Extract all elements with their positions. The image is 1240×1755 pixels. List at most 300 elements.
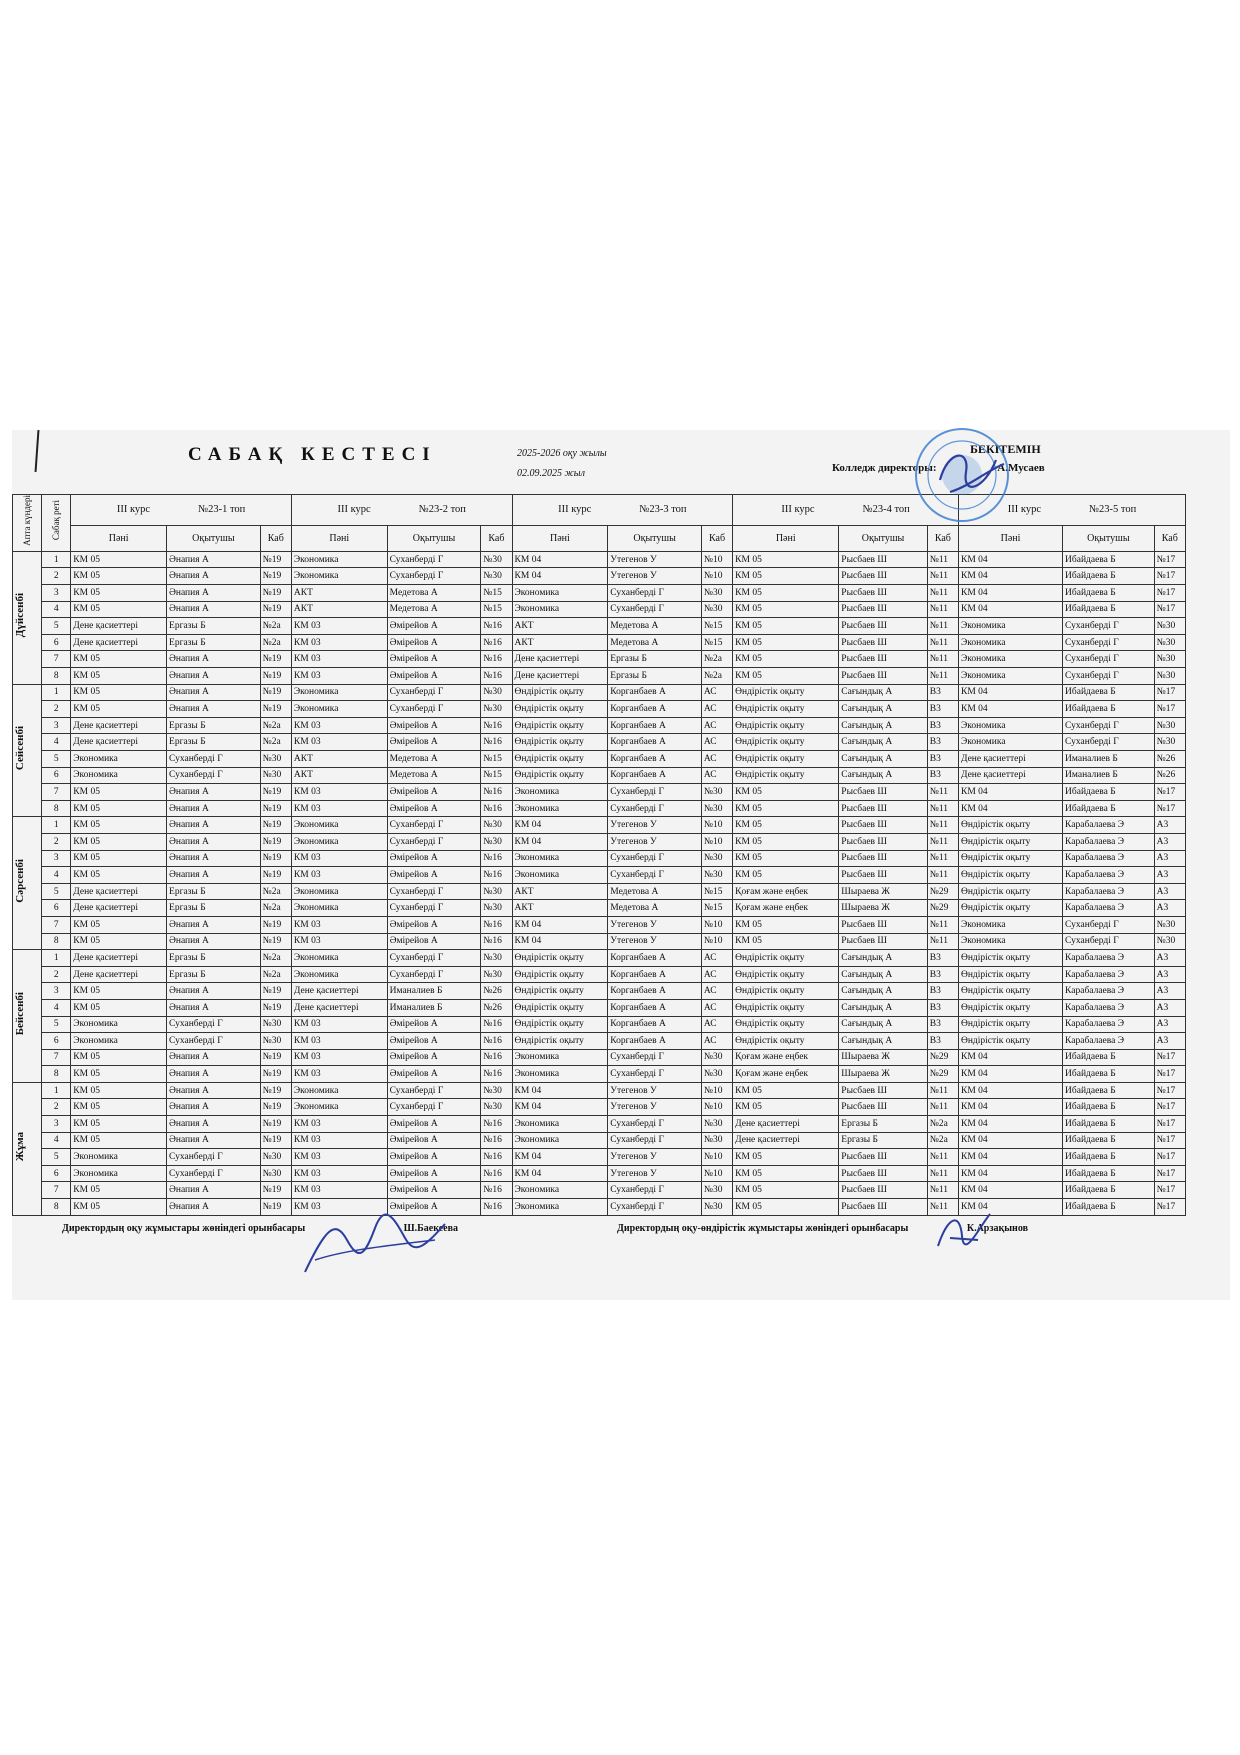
room-cell: А3	[1154, 867, 1185, 884]
subject-cell: КМ 05	[733, 1182, 839, 1199]
room-cell: №16	[481, 1165, 512, 1182]
table-row	[13, 800, 1186, 817]
teacher-cell: Әмірейов А	[387, 800, 481, 817]
room-cell: АС	[701, 950, 732, 967]
subject-cell: Экономика	[71, 1016, 167, 1033]
room-cell: №11	[927, 1165, 958, 1182]
room-cell: В3	[927, 983, 958, 1000]
room-cell: №30	[1154, 651, 1185, 668]
subject-cell: Өндірістік оқыту	[512, 734, 608, 751]
subject-cell: КМ 05	[71, 867, 167, 884]
subject-cell: КМ 05	[71, 1199, 167, 1216]
room-cell: №19	[260, 1066, 291, 1083]
teacher-cell: Ибайдаева Б	[1063, 1149, 1155, 1166]
room-cell: АС	[701, 767, 732, 784]
teacher-cell: Әнапия А	[167, 833, 261, 850]
teacher-cell: Рысбаев Ш	[839, 618, 927, 635]
room-cell: №16	[481, 1066, 512, 1083]
subject-cell: Экономика	[291, 701, 387, 718]
subject-cell: КМ 04	[512, 916, 608, 933]
room-cell: А3	[1154, 1016, 1185, 1033]
teacher-cell: Медетова А	[387, 585, 481, 602]
subject-cell: Өндірістік оқыту	[958, 850, 1062, 867]
subject-cell: Экономика	[512, 1199, 608, 1216]
subject-cell: Экономика	[291, 684, 387, 701]
subject-cell: КМ 04	[958, 568, 1062, 585]
room-cell: №30	[1154, 668, 1185, 685]
subject-cell: Өндірістік оқыту	[512, 966, 608, 983]
table-row	[13, 651, 1186, 668]
teacher-cell: Корганбаев А	[608, 1016, 702, 1033]
room-cell: №2а	[260, 717, 291, 734]
subject-cell: АКТ	[291, 601, 387, 618]
subject-cell: КМ 04	[958, 601, 1062, 618]
teacher-cell: Суханберді Г	[1063, 916, 1155, 933]
subject-cell: АКТ	[512, 883, 608, 900]
subject-cell: Дене қасиеттері	[733, 1132, 839, 1149]
room-cell: В3	[927, 684, 958, 701]
subject-cell: КМ 03	[291, 1116, 387, 1133]
teacher-cell: Ибайдаева Б	[1063, 1082, 1155, 1099]
subject-column-header: Пәні	[291, 526, 387, 552]
subject-cell: Дене қасиеттері	[71, 734, 167, 751]
table-row	[13, 1199, 1186, 1216]
room-cell: №15	[701, 900, 732, 917]
teacher-cell: Әнапия А	[167, 983, 261, 1000]
teacher-cell: Иманалиев Б	[1063, 767, 1155, 784]
teacher-cell: Рысбаев Ш	[839, 1182, 927, 1199]
table-row	[13, 1049, 1186, 1066]
lesson-number: 1	[42, 551, 71, 568]
teacher-cell: Рысбаев Ш	[839, 1149, 927, 1166]
room-cell: №30	[481, 900, 512, 917]
subject-cell: КМ 05	[71, 1132, 167, 1149]
room-cell: В3	[927, 717, 958, 734]
room-cell: №30	[481, 966, 512, 983]
weekday-label: Сәрсенбі	[14, 858, 26, 903]
subject-cell: Дене қасиеттері	[71, 618, 167, 635]
subject-cell: КМ 05	[733, 784, 839, 801]
room-cell: №17	[1154, 1149, 1185, 1166]
subject-cell: Өндірістік оқыту	[958, 833, 1062, 850]
teacher-cell: Сағындық А	[839, 684, 927, 701]
lesson-number: 7	[42, 651, 71, 668]
subject-cell: Өндірістік оқыту	[958, 867, 1062, 884]
subject-column-header: Пәні	[733, 526, 839, 552]
teacher-cell: Медетова А	[608, 883, 702, 900]
room-cell: №2а	[927, 1116, 958, 1133]
teacher-cell: Әнапия А	[167, 668, 261, 685]
table-row	[13, 784, 1186, 801]
group-label: №23-5 топ	[1089, 504, 1137, 516]
teacher-cell: Ибайдаева Б	[1063, 568, 1155, 585]
subject-cell: Өндірістік оқыту	[733, 684, 839, 701]
schedule-body	[13, 551, 1186, 1215]
room-cell: №19	[260, 668, 291, 685]
lesson-number: 3	[42, 850, 71, 867]
teacher-cell: Әнапия А	[167, 999, 261, 1016]
subject-cell: Экономика	[291, 551, 387, 568]
room-cell: А3	[1154, 999, 1185, 1016]
room-cell: №19	[260, 1199, 291, 1216]
teacher-column-header: Оқытушы	[608, 526, 702, 552]
subject-cell: Өндірістік оқыту	[733, 1016, 839, 1033]
subject-cell: КМ 05	[71, 999, 167, 1016]
subject-cell: Экономика	[958, 634, 1062, 651]
room-cell: №16	[481, 618, 512, 635]
lesson-number: 2	[42, 833, 71, 850]
teacher-cell: Рысбаев Ш	[839, 784, 927, 801]
teacher-cell: Шыраева Ж	[839, 1049, 927, 1066]
teacher-cell: Суханберді Г	[387, 817, 481, 834]
room-cell: №16	[481, 1132, 512, 1149]
teacher-cell: Корганбаев А	[608, 751, 702, 768]
teacher-cell: Ергазы Б	[839, 1132, 927, 1149]
teacher-cell: Карабалаева Э	[1063, 883, 1155, 900]
teacher-cell: Корганбаев А	[608, 684, 702, 701]
table-row	[13, 916, 1186, 933]
teacher-cell: Рысбаев Ш	[839, 1082, 927, 1099]
teacher-cell: Ергазы Б	[839, 1116, 927, 1133]
room-cell: №30	[701, 1199, 732, 1216]
room-cell: №29	[927, 1066, 958, 1083]
teacher-cell: Рысбаев Ш	[839, 850, 927, 867]
subject-cell: Экономика	[512, 601, 608, 618]
subject-cell: КМ 04	[958, 1182, 1062, 1199]
lesson-number: 8	[42, 933, 71, 950]
room-cell: №11	[927, 668, 958, 685]
teacher-cell: Корганбаев А	[608, 734, 702, 751]
teacher-cell: Сағындық А	[839, 966, 927, 983]
room-cell: №10	[701, 1149, 732, 1166]
room-cell: №17	[1154, 1165, 1185, 1182]
teacher-cell: Әмірейов А	[387, 668, 481, 685]
room-cell: №15	[701, 883, 732, 900]
room-cell: А3	[1154, 950, 1185, 967]
subject-cell: КМ 05	[71, 1049, 167, 1066]
room-cell: №30	[481, 568, 512, 585]
teacher-cell: Корганбаев А	[608, 701, 702, 718]
teacher-cell: Ергазы Б	[167, 883, 261, 900]
room-cell: №30	[260, 1016, 291, 1033]
room-cell: №17	[1154, 1199, 1185, 1216]
teacher-cell: Әнапия А	[167, 585, 261, 602]
teacher-cell: Рысбаев Ш	[839, 551, 927, 568]
director-label: Колледж директоры:	[832, 462, 937, 474]
subject-cell: КМ 05	[733, 601, 839, 618]
subject-cell: КМ 03	[291, 717, 387, 734]
room-cell: №2а	[260, 950, 291, 967]
room-cell: №16	[481, 1049, 512, 1066]
lesson-number: 3	[42, 983, 71, 1000]
teacher-cell: Ергазы Б	[167, 966, 261, 983]
subject-cell: Өндірістік оқыту	[958, 817, 1062, 834]
subject-cell: КМ 04	[512, 1082, 608, 1099]
room-cell: №11	[927, 1082, 958, 1099]
subject-cell: Өндірістік оқыту	[733, 717, 839, 734]
room-cell: №17	[1154, 1099, 1185, 1116]
room-cell: №30	[701, 1132, 732, 1149]
teacher-cell: Ибайдаева Б	[1063, 701, 1155, 718]
teacher-cell: Ибайдаева Б	[1063, 684, 1155, 701]
teacher-cell: Карабалаева Э	[1063, 900, 1155, 917]
room-cell: №15	[481, 585, 512, 602]
room-cell: №19	[260, 800, 291, 817]
teacher-cell: Суханберді Г	[1063, 618, 1155, 635]
subject-cell: Өндірістік оқыту	[733, 751, 839, 768]
teacher-cell: Рысбаев Ш	[839, 1099, 927, 1116]
room-cell: №16	[481, 1199, 512, 1216]
teacher-cell: Рысбаев Ш	[839, 634, 927, 651]
room-column-header: Каб	[481, 526, 512, 552]
table-row	[13, 568, 1186, 585]
room-cell: №19	[260, 983, 291, 1000]
subject-cell: КМ 05	[71, 800, 167, 817]
teacher-cell: Әнапия А	[167, 1199, 261, 1216]
teacher-cell: Әмірейов А	[387, 1199, 481, 1216]
room-cell: №11	[927, 1182, 958, 1199]
weekday-label: Жұма	[14, 1131, 26, 1161]
schedule-table	[12, 494, 1186, 1216]
room-cell: №10	[701, 817, 732, 834]
teacher-cell: Рысбаев Ш	[839, 867, 927, 884]
room-cell: №30	[701, 1182, 732, 1199]
subject-cell: Дене қасиеттері	[291, 983, 387, 1000]
subject-cell: Экономика	[71, 751, 167, 768]
course-label: III курс	[781, 504, 815, 516]
room-cell: №2а	[701, 651, 732, 668]
subject-cell: Экономика	[512, 1066, 608, 1083]
teacher-cell: Ибайдаева Б	[1063, 1199, 1155, 1216]
room-cell: №30	[701, 585, 732, 602]
teacher-cell: Әнапия А	[167, 1082, 261, 1099]
teacher-cell: Суханберді Г	[608, 1132, 702, 1149]
teacher-cell: Әнапия А	[167, 1049, 261, 1066]
lesson-number: 7	[42, 784, 71, 801]
subject-cell: Өндірістік оқыту	[512, 1016, 608, 1033]
teacher-cell: Утегенов У	[608, 1149, 702, 1166]
room-cell: В3	[927, 966, 958, 983]
room-cell: №19	[260, 551, 291, 568]
subject-cell: КМ 04	[512, 833, 608, 850]
room-cell: №10	[701, 1082, 732, 1099]
subject-cell: КМ 04	[958, 1165, 1062, 1182]
teacher-cell: Утегенов У	[608, 568, 702, 585]
room-cell: №19	[260, 784, 291, 801]
table-row	[13, 867, 1186, 884]
subject-cell: КМ 04	[958, 1116, 1062, 1133]
room-cell: В3	[927, 1016, 958, 1033]
subject-cell: КМ 05	[71, 551, 167, 568]
room-cell: №10	[701, 551, 732, 568]
lesson-number: 4	[42, 734, 71, 751]
room-cell: №16	[481, 916, 512, 933]
subject-cell: КМ 05	[733, 668, 839, 685]
teacher-cell: Рысбаев Ш	[839, 833, 927, 850]
subject-cell: КМ 03	[291, 933, 387, 950]
lesson-number: 5	[42, 751, 71, 768]
table-row	[13, 1149, 1186, 1166]
lesson-number: 5	[42, 618, 71, 635]
room-cell: №19	[260, 601, 291, 618]
room-cell: №10	[701, 933, 732, 950]
teacher-cell: Әмірейов А	[387, 784, 481, 801]
subject-cell: Өндірістік оқыту	[958, 883, 1062, 900]
room-cell: АС	[701, 684, 732, 701]
teacher-cell: Рысбаев Ш	[839, 1165, 927, 1182]
room-cell: №30	[481, 817, 512, 834]
subject-cell: Экономика	[958, 651, 1062, 668]
room-cell: №11	[927, 551, 958, 568]
teacher-cell: Суханберді Г	[608, 867, 702, 884]
teacher-cell: Медетова А	[608, 900, 702, 917]
room-cell: №15	[701, 618, 732, 635]
room-cell: №17	[1154, 784, 1185, 801]
teacher-cell: Әмірейов А	[387, 1149, 481, 1166]
subject-cell: КМ 05	[71, 701, 167, 718]
room-cell: №11	[927, 1099, 958, 1116]
teacher-cell: Әмірейов А	[387, 618, 481, 635]
room-column-header: Каб	[260, 526, 291, 552]
subject-column-header: Пәні	[71, 526, 167, 552]
teacher-cell: Суханберді Г	[387, 883, 481, 900]
subject-cell: КМ 05	[71, 784, 167, 801]
room-cell: №10	[701, 1099, 732, 1116]
room-cell: №19	[260, 684, 291, 701]
subject-cell: КМ 03	[291, 800, 387, 817]
lesson-number: 7	[42, 1049, 71, 1066]
teacher-cell: Ибайдаева Б	[1063, 1132, 1155, 1149]
room-cell: №26	[1154, 767, 1185, 784]
teacher-cell: Сағындық А	[839, 999, 927, 1016]
academic-year: 2025-2026 оқу жылы	[517, 448, 607, 459]
room-cell: №19	[260, 817, 291, 834]
subject-cell: КМ 03	[291, 1149, 387, 1166]
subject-cell: КМ 03	[291, 867, 387, 884]
room-cell: №30	[481, 551, 512, 568]
teacher-cell: Рысбаев Ш	[839, 601, 927, 618]
teacher-cell: Суханберді Г	[608, 1049, 702, 1066]
subject-cell: Дене қасиеттері	[512, 668, 608, 685]
subject-cell: КМ 04	[958, 585, 1062, 602]
teacher-cell: Корганбаев А	[608, 717, 702, 734]
teacher-cell: Әнапия А	[167, 1182, 261, 1199]
teacher-cell: Әнапия А	[167, 1116, 261, 1133]
subject-cell: КМ 04	[958, 701, 1062, 718]
teacher-cell: Ергазы Б	[167, 634, 261, 651]
room-cell: №17	[1154, 585, 1185, 602]
teacher-cell: Әмірейов А	[387, 1066, 481, 1083]
room-cell: АС	[701, 717, 732, 734]
teacher-cell: Карабалаева Э	[1063, 1016, 1155, 1033]
subject-cell: КМ 05	[733, 651, 839, 668]
room-cell: АС	[701, 701, 732, 718]
weekday-cell	[13, 684, 42, 817]
lesson-number: 5	[42, 1016, 71, 1033]
teacher-cell: Ергазы Б	[167, 734, 261, 751]
subject-cell: Экономика	[291, 950, 387, 967]
teacher-cell: Ергазы Б	[608, 651, 702, 668]
teacher-cell: Медетова А	[387, 601, 481, 618]
subject-cell: Өндірістік оқыту	[512, 767, 608, 784]
subject-cell: Экономика	[291, 817, 387, 834]
teacher-cell: Ибайдаева Б	[1063, 1099, 1155, 1116]
subject-cell: Өндірістік оқыту	[733, 999, 839, 1016]
room-column-header: Каб	[701, 526, 732, 552]
table-row	[13, 634, 1186, 651]
room-cell: В3	[927, 734, 958, 751]
teacher-cell: Суханберді Г	[167, 767, 261, 784]
room-cell: №16	[481, 651, 512, 668]
subject-cell: Экономика	[512, 1182, 608, 1199]
room-cell: А3	[1154, 983, 1185, 1000]
weekday-label: Дүйсенбі	[14, 593, 26, 638]
subject-cell: КМ 03	[291, 651, 387, 668]
teacher-cell: Ергазы Б	[167, 717, 261, 734]
subject-cell: Өндірістік оқыту	[512, 701, 608, 718]
footer-left-name: Ш.Баекеева	[403, 1223, 458, 1234]
table-row	[13, 601, 1186, 618]
day-column-header: Апта күндері	[13, 495, 42, 552]
teacher-cell: Корганбаев А	[608, 966, 702, 983]
teacher-cell: Медетова А	[387, 767, 481, 784]
room-cell: №19	[260, 1132, 291, 1149]
teacher-cell: Рысбаев Ш	[839, 585, 927, 602]
teacher-cell: Әмірейов А	[387, 1182, 481, 1199]
room-cell: АС	[701, 983, 732, 1000]
table-row	[13, 1033, 1186, 1050]
teacher-cell: Рысбаев Ш	[839, 916, 927, 933]
teacher-cell: Суханберді Г	[608, 784, 702, 801]
subject-cell: Экономика	[71, 767, 167, 784]
table-row	[13, 1099, 1186, 1116]
subject-cell: КМ 03	[291, 668, 387, 685]
subject-cell: Өндірістік оқыту	[512, 717, 608, 734]
director-name: А.Мусаев	[997, 462, 1045, 474]
subject-cell: Өндірістік оқыту	[958, 966, 1062, 983]
room-cell: №19	[260, 1116, 291, 1133]
teacher-cell: Суханберді Г	[608, 585, 702, 602]
room-cell: №16	[481, 734, 512, 751]
teacher-cell: Суханберді Г	[1063, 933, 1155, 950]
teacher-cell: Әнапия А	[167, 568, 261, 585]
subject-cell: КМ 05	[733, 916, 839, 933]
lesson-number: 7	[42, 916, 71, 933]
subject-cell: АКТ	[291, 751, 387, 768]
teacher-cell: Рысбаев Ш	[839, 668, 927, 685]
subject-cell: КМ 05	[71, 585, 167, 602]
room-cell: №2а	[927, 1132, 958, 1149]
room-cell: №17	[1154, 684, 1185, 701]
subject-cell: КМ 05	[733, 618, 839, 635]
lesson-number: 3	[42, 717, 71, 734]
teacher-cell: Суханберді Г	[1063, 668, 1155, 685]
lesson-number: 1	[42, 1082, 71, 1099]
teacher-cell: Корганбаев А	[608, 1033, 702, 1050]
table-row	[13, 618, 1186, 635]
teacher-cell: Ибайдаева Б	[1063, 1165, 1155, 1182]
subject-cell: КМ 04	[958, 1199, 1062, 1216]
weekday-cell	[13, 1082, 42, 1215]
room-cell: №26	[481, 983, 512, 1000]
group-label: №23-1 топ	[198, 504, 246, 516]
room-cell: №11	[927, 1199, 958, 1216]
room-cell: №30	[1154, 717, 1185, 734]
room-cell: №11	[927, 568, 958, 585]
subject-cell: Экономика	[71, 1165, 167, 1182]
teacher-cell: Корганбаев А	[608, 999, 702, 1016]
teacher-cell: Суханберді Г	[608, 800, 702, 817]
